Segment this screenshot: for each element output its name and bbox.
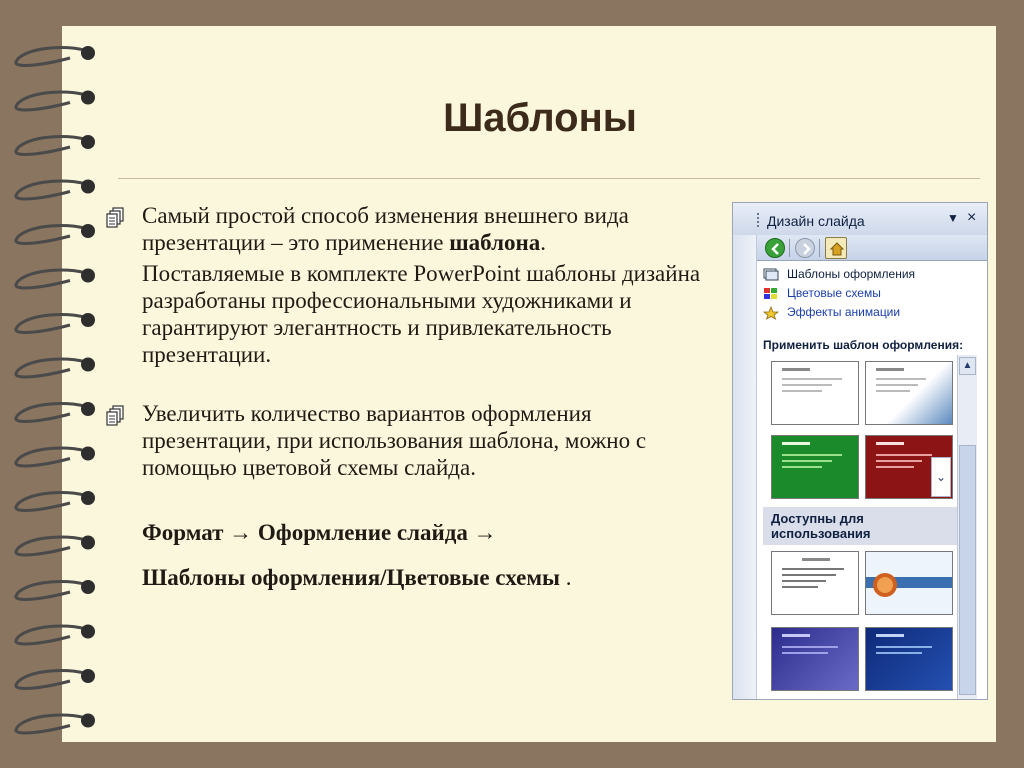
binding-hole xyxy=(81,135,95,149)
binding-hole xyxy=(81,269,95,283)
pane-links xyxy=(763,267,915,324)
paragraph-1 xyxy=(104,202,724,256)
nav-separator xyxy=(789,239,790,257)
template-options-chevron-icon[interactable]: ⌄ xyxy=(931,457,951,497)
slide-title: Шаблоны xyxy=(443,96,637,140)
template-thumbnail-available-3[interactable] xyxy=(771,627,859,691)
spiral-ring xyxy=(16,403,92,421)
arrow-left-icon xyxy=(769,242,783,256)
binding-hole xyxy=(81,580,95,594)
spiral-ring xyxy=(16,492,92,510)
binding-hole xyxy=(81,313,95,327)
spiral-binding-icon xyxy=(0,0,110,768)
gallery-scrollbar[interactable] xyxy=(957,355,977,700)
link-label: Эффекты анимации xyxy=(787,305,901,319)
spiral-ring xyxy=(16,537,92,555)
menu-path-bold: Шаблоны оформления/Цветовые схемы xyxy=(142,565,560,590)
pane-header xyxy=(733,203,988,235)
nav-separator xyxy=(819,239,820,257)
design-task-pane xyxy=(732,202,988,700)
binding-hole xyxy=(81,447,95,461)
binding-hole xyxy=(81,91,95,105)
arrow-right-icon xyxy=(799,242,813,256)
bullet-pages-icon xyxy=(104,404,126,426)
template-thumbnail-green[interactable] xyxy=(771,435,859,499)
template-thumbnail-available-4[interactable] xyxy=(865,627,953,691)
binding-hole xyxy=(81,224,95,238)
binding-hole xyxy=(81,714,95,728)
globe-graphic-icon xyxy=(870,570,900,600)
paragraph-1-text: Самый простой способ изменения внешнего вида презентации – это применение xyxy=(142,203,629,255)
paragraph-1-end: . xyxy=(540,230,546,255)
spiral-ring xyxy=(16,181,92,199)
link-color-schemes[interactable] xyxy=(763,286,915,305)
menu-path-tail: . xyxy=(559,565,572,590)
binding-hole xyxy=(81,180,95,194)
apply-template-label: Применить шаблон оформления: xyxy=(763,338,964,352)
spiral-ring xyxy=(16,136,92,154)
link-animation-effects[interactable] xyxy=(763,305,915,324)
scroll-thumb[interactable] xyxy=(959,445,976,695)
pane-left-strip xyxy=(733,203,757,700)
spiral-ring xyxy=(16,92,92,110)
color-schemes-icon xyxy=(763,287,779,301)
link-design-templates[interactable] xyxy=(763,267,915,286)
spiral-ring xyxy=(16,670,92,688)
template-thumbnail-default[interactable] xyxy=(771,361,859,425)
template-gallery xyxy=(763,355,963,700)
spiral-ring xyxy=(16,270,92,288)
home-icon xyxy=(829,241,845,257)
paragraph-3 xyxy=(104,400,724,481)
binding-hole xyxy=(81,46,95,60)
binding-hole xyxy=(81,669,95,683)
binding-hole xyxy=(81,491,95,505)
spiral-ring xyxy=(16,715,92,733)
pane-nav-bar xyxy=(757,235,988,261)
spiral-ring xyxy=(16,314,92,332)
spiral-ring xyxy=(16,581,92,599)
animation-effects-icon xyxy=(763,306,779,320)
link-label: Шаблоны оформления xyxy=(787,267,916,281)
back-button[interactable] xyxy=(765,238,785,258)
spiral-ring xyxy=(16,225,92,243)
template-thumbnail-available-1[interactable] xyxy=(771,551,859,615)
binding-hole xyxy=(81,358,95,372)
spiral-ring xyxy=(16,359,92,377)
spiral-ring xyxy=(16,448,92,466)
available-section-header: Доступны для использования xyxy=(763,507,963,545)
paragraph-1-bold: шаблона xyxy=(449,230,541,255)
pane-dropdown-icon[interactable]: ▼ xyxy=(947,211,959,225)
menu-path-line-2 xyxy=(104,564,724,591)
spiral-ring xyxy=(16,626,92,644)
forward-button[interactable] xyxy=(795,238,815,258)
link-label: Цветовые схемы xyxy=(787,286,881,300)
bullet-pages-icon xyxy=(104,206,126,228)
scroll-up-icon[interactable]: ▲ xyxy=(959,357,976,375)
paragraph-2 xyxy=(104,260,724,368)
templates-icon xyxy=(763,268,779,282)
paragraph-2-text: Поставляемые в комплекте PowerPoint шаблоны дизайна разработаны профессиональными художниками и гарантируют элегантность и привлекательность презентации. xyxy=(142,261,701,367)
template-thumbnail-blue-corner[interactable] xyxy=(865,361,953,425)
slide-body xyxy=(104,202,724,591)
paragraph-3-text: Увеличить количество вариантов оформления презентации, при использования шаблона, можно с помощью цветовой схемы слайда. xyxy=(142,401,647,480)
title-divider xyxy=(118,178,980,179)
home-button[interactable] xyxy=(825,237,847,259)
binding-hole xyxy=(81,536,95,550)
pane-title: Дизайн слайда xyxy=(767,213,865,229)
template-thumbnail-available-2[interactable] xyxy=(865,551,953,615)
pane-close-icon[interactable]: × xyxy=(967,209,977,226)
menu-path-line-1: Формат → Оформление слайда → xyxy=(142,520,497,545)
binding-hole xyxy=(81,625,95,639)
spiral-ring xyxy=(16,47,92,65)
pane-grip-icon[interactable] xyxy=(757,213,761,227)
binding-hole xyxy=(81,402,95,416)
